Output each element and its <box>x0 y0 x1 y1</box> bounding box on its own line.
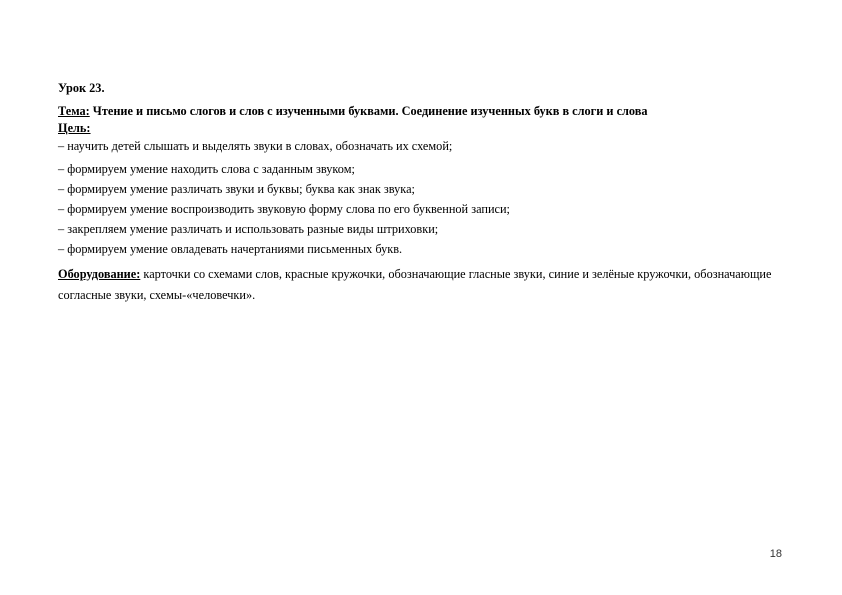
lesson-title: Урок 23. <box>58 81 105 95</box>
page-number: 18 <box>769 548 782 560</box>
lesson-content <box>58 80 798 306</box>
equipment-text: карточки со схемами слов, красные кружочки, обозначающие гласные звуки, синие и зелёные кружочки, обозначающие согласные звуки, схемы-«человечки». <box>58 267 772 302</box>
goal-label-line <box>58 120 798 138</box>
goal-item: – формируем умение различать звуки и буквы; буква как знак звука; <box>58 182 415 196</box>
topic-label: Тема: <box>58 103 90 118</box>
goals-list <box>58 159 798 259</box>
goal-label: Цель: <box>58 121 91 135</box>
equipment-label: Оборудование: <box>58 267 141 281</box>
goal-item: – формируем умение овладевать начертаниями письменных букв. <box>58 242 403 256</box>
equipment-paragraph <box>58 264 798 306</box>
goal-first-item: – научить детей слышать и выделять звуки в словах, обозначать их схемой; <box>58 138 453 153</box>
topic-text: Чтение и письмо слогов и слов с изученными буквами. Соединение изученных букв в слоги и слова <box>89 103 648 118</box>
topic-line <box>58 103 798 121</box>
goal-item: – формируем умение воспроизводить звуковую форму слова по его буквенной записи; <box>58 202 510 216</box>
goal-item: – закрепляем умение различать и использовать разные виды штриховки; <box>58 222 439 236</box>
goal-item: – формируем умение находить слова с заданным звуком; <box>58 162 355 176</box>
